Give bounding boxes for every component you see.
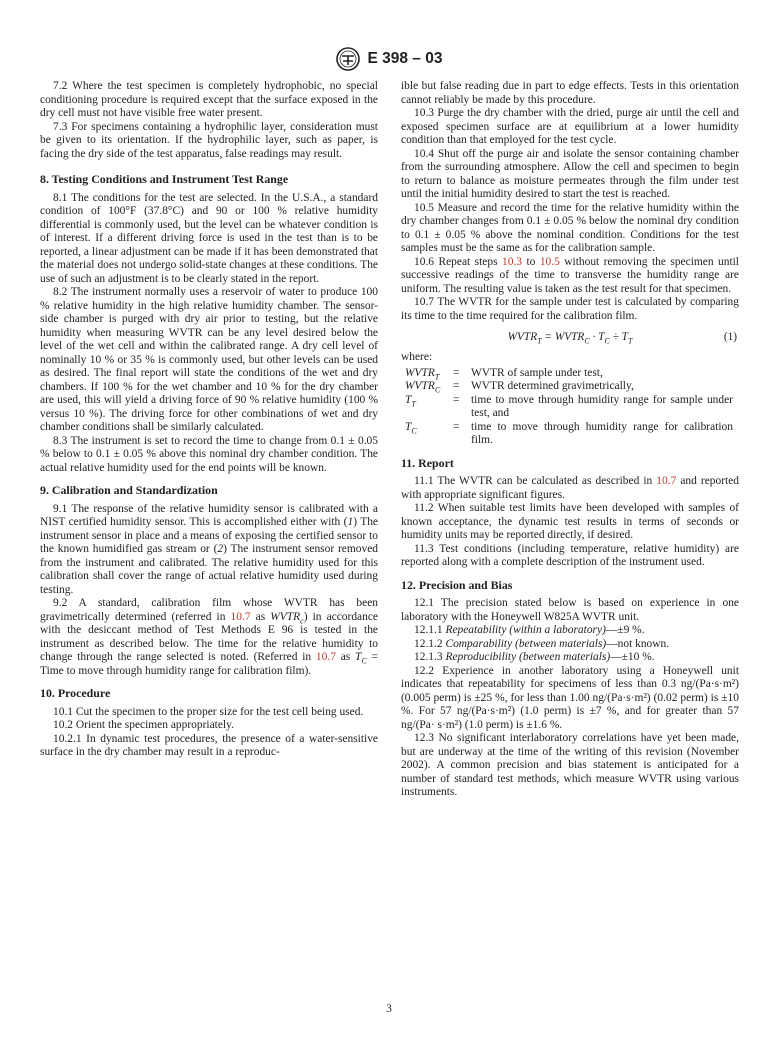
definition-symbol: $T_C$: [405, 420, 417, 435]
paragraph-8-3: 8.3 The instrument is set to record the time to change from 0.1 ± 0.05 % below to 0.1 ± 0.05 % above this nominal dry chamber condition. The actual relative humidity used for the end points will be known.: [40, 434, 378, 474]
link-10-7[interactable]: 10.7: [656, 475, 677, 487]
section-11-heading: 11. Report: [401, 455, 454, 470]
paragraph-11-2: 11.2 When suitable test limits have been developed with samples of known acceptance, the dynamic test results in terms of seconds or humidity units may be reported directly, if desired.: [401, 502, 739, 541]
definition-equals: =: [453, 420, 460, 433]
definition-row: [405, 421, 733, 448]
paragraph-10-2-1-continued: ible but false reading due in part to edge effects. Tests in this orientation cannot reliably be made by this procedure.: [401, 80, 739, 106]
definition-symbol: $WVTR_T$: [405, 366, 440, 381]
paragraph-8-2: 8.2 The instrument normally uses a reservoir of water to produce 100 % relative humidity in the high relative humidity chamber. The sensor-side chamber is purged with dry air prior to testing, but the relative humidity when measuring WVTR can be any level desired below the level of the wet cell and within the calibrated range. A dry cell level of nominally 10 % or 35 % is commonly used, but other levels can be used as desired. The final report will state the conditions of the wet and dry chambers. If 100 % for the wet chamber and 10 % for the dry chamber are used, this will yield a driving force of 90 % relative humidity (100 % versus 10 %). The driving force for other combinations of wet and dry chamber conditions shall be similarly calculated.: [40, 286, 378, 433]
paragraph-10-3: 10.3 Purge the dry chamber with the dried, purge air until the cell and exposed specimen surface are at equilibrium at a lower humidity condition than that employed for the test cycle.: [401, 107, 739, 146]
paragraph-12-2: 12.2 Experience in another laboratory using a Honeywell unit indicates that repeatability for specimens of less than 0.3 ng/(Pa·s·m²) (0.005 perm) is ±25 %, for less than 1.00 ng/(Pa·s·m²) (0.02 perm) is ±10 %. For 57 ng/(Pa·s·m²) (1.0 perm) is ±7 %, and for greater than 57 ng/(Pa· s·m²) (1.0 perm) is ±1.6 %.: [401, 664, 739, 731]
left-column: [40, 80, 378, 760]
definition-equals: =: [453, 393, 460, 406]
paragraph-7-2: 7.2 Where the test specimen is completely hydrophobic, no special conditioning procedure is required except that the surface exposed in the dry cell must not have visible free water present.: [40, 80, 378, 119]
definition-text: time to move through humidity range for calibration film.: [471, 420, 733, 446]
paragraph-9-2: 9.2 A standard, calibration film whose WVTR has been gravimetrically determined (referred in 10.7 as $WVTR_c$) in accordance with the desiccant method of Test Methods E 96 is tested in the instrument as described below. The time for the relative humidity to change through the range selected is noted. (Referred in 10.7 as $T_C$ = Time to move through humidity range for calibration film).: [40, 597, 379, 677]
paragraph-12-1-3: 12.1.3 Reproducibility (between materials)—±10 %.: [414, 651, 655, 663]
page-number: 3: [386, 1003, 392, 1015]
definition-row: [405, 394, 733, 421]
definition-equals: =: [453, 380, 460, 392]
document-designation: E 398 – 03: [367, 50, 443, 67]
paragraph-12-1-2: 12.1.2 Comparability (between materials)—not known.: [414, 637, 670, 650]
paragraph-10-6: 10.6 Repeat steps 10.3 to 10.5 without removing the specimen until successive readings of the time to transverse the humidity range are uniform. The resulting value is taken as the test result for that specimen.: [401, 255, 739, 295]
section-12-heading: 12. Precision and Bias: [401, 577, 513, 592]
definition-symbol: $WVTR_C$: [405, 380, 441, 395]
right-column: [401, 80, 739, 800]
where-label: where:: [401, 351, 433, 363]
definition-row: [405, 367, 733, 381]
link-10-7[interactable]: 10.7: [230, 610, 251, 623]
section-9-heading: 9. Calibration and Standardization: [40, 483, 218, 497]
equation-text: $WVTR_T$ = $WVTR_C \cdot T_C \div T_T$: [507, 331, 633, 346]
paragraph-11-3: 11.3 Test conditions (including temperature, relative humidity) are reported along with a complete description of the instrument used.: [401, 542, 739, 568]
definition-row: [405, 380, 733, 394]
section-10-heading: 10. Procedure: [40, 686, 111, 700]
equation-number: (1): [723, 331, 737, 343]
paragraph-10-7: 10.7 The WVTR for the sample under test is calculated by comparing its time to the time required for the calibration film.: [401, 296, 739, 322]
link-10-7[interactable]: 10.7: [315, 651, 336, 663]
page-header: [0, 47, 778, 71]
paragraph-10-1: 10.1 Cut the specimen to the proper size for the test cell being used.: [53, 705, 364, 718]
paragraph-11-1: 11.1 The WVTR can be calculated as described in 10.7 and reported with appropriate significant figures.: [401, 475, 739, 501]
section-8-heading: 8. Testing Conditions and Instrument Test Range: [40, 172, 289, 186]
paragraph-10-4: 10.4 Shut off the purge air and isolate the sensor containing chamber from the surrounding atmosphere. Allow the cell and specimen to begin to return to balance as moisture permeates through the film under test until the initial humidity desired to start the test is reached.: [401, 147, 739, 200]
paragraph-9-1: 9.1 The response of the relative humidity sensor is calibrated with a NIST certified humidity sensor. This is accomplished either with (1) The instrument sensor in place and a means of exposing the certified sensor to the known humidified gas stream or (2) The instrument sensor removed from the instrument and calibrated. The relative humidity used for this calibration shall cover the range of actual relative humidity used during testing.: [40, 502, 378, 596]
paragraph-10-2-1: 10.2.1 In dynamic test procedures, the presence of a water-sensitive surface in the dry chamber may result in a reproduc-: [40, 732, 378, 758]
definition-text: WVTR of sample under test,: [471, 366, 603, 379]
paragraph-12-1-1: 12.1.1 Repeatability (within a laboratory)—±9 %.: [414, 624, 645, 636]
equation-1: [401, 323, 739, 351]
definition-symbol: $T_T$: [405, 393, 416, 408]
link-10-5[interactable]: 10.5: [539, 255, 560, 268]
paragraph-10-2: 10.2 Orient the specimen appropriately.: [53, 719, 234, 731]
definition-text: time to move through humidity range for sample under test, and: [471, 393, 733, 419]
paragraph-10-5: 10.5 Measure and record the time for the relative humidity within the dry chamber changes from 0.1 ± 0.05 % below the nominal dry condition to 0.1 ± 0.05 % above the nominal condition. Conditions for the test samples must be the same as for the calibration sample.: [401, 201, 739, 254]
paragraph-12-1: 12.1 The precision stated below is based on experience in one laboratory with the Honeywell W825A WVTR unit.: [401, 597, 739, 623]
definition-equals: =: [453, 366, 460, 379]
paragraph-12-3: 12.3 No significant interlaboratory correlations have yet been made, but are underway at the time of the writing of this revision (November 2002). A common precision and bias statement is anticipated for a number of standard test methods, which measure WVTR using various instruments.: [401, 732, 739, 798]
paragraph-8-1: 8.1 The conditions for the test are selected. In the U.S.A., a standard condition of 100°F (37.8°C) and 90 or 100 % relative humidity differential is commonly used, but the level can be whatever condition is of interest. If a different driving force is used in the test than is to be reported, a linear adjustment can be made if it has been demonstrated that the material does not undergo solid-state changes at these conditions. The use of such an adjustment is to be clearly stated in the report.: [40, 191, 378, 285]
definition-text: WVTR determined gravimetrically,: [471, 380, 634, 392]
astm-logo-icon: [336, 47, 360, 71]
link-10-3[interactable]: 10.3: [502, 255, 523, 268]
paragraph-7-3: 7.3 For specimens containing a hydrophilic layer, consideration must be given to its orientation. If the hydrophilic layer, such as paper, is facing the dry side of the test apparatus, false readings may result.: [40, 120, 378, 160]
variable-definitions: [405, 367, 733, 448]
